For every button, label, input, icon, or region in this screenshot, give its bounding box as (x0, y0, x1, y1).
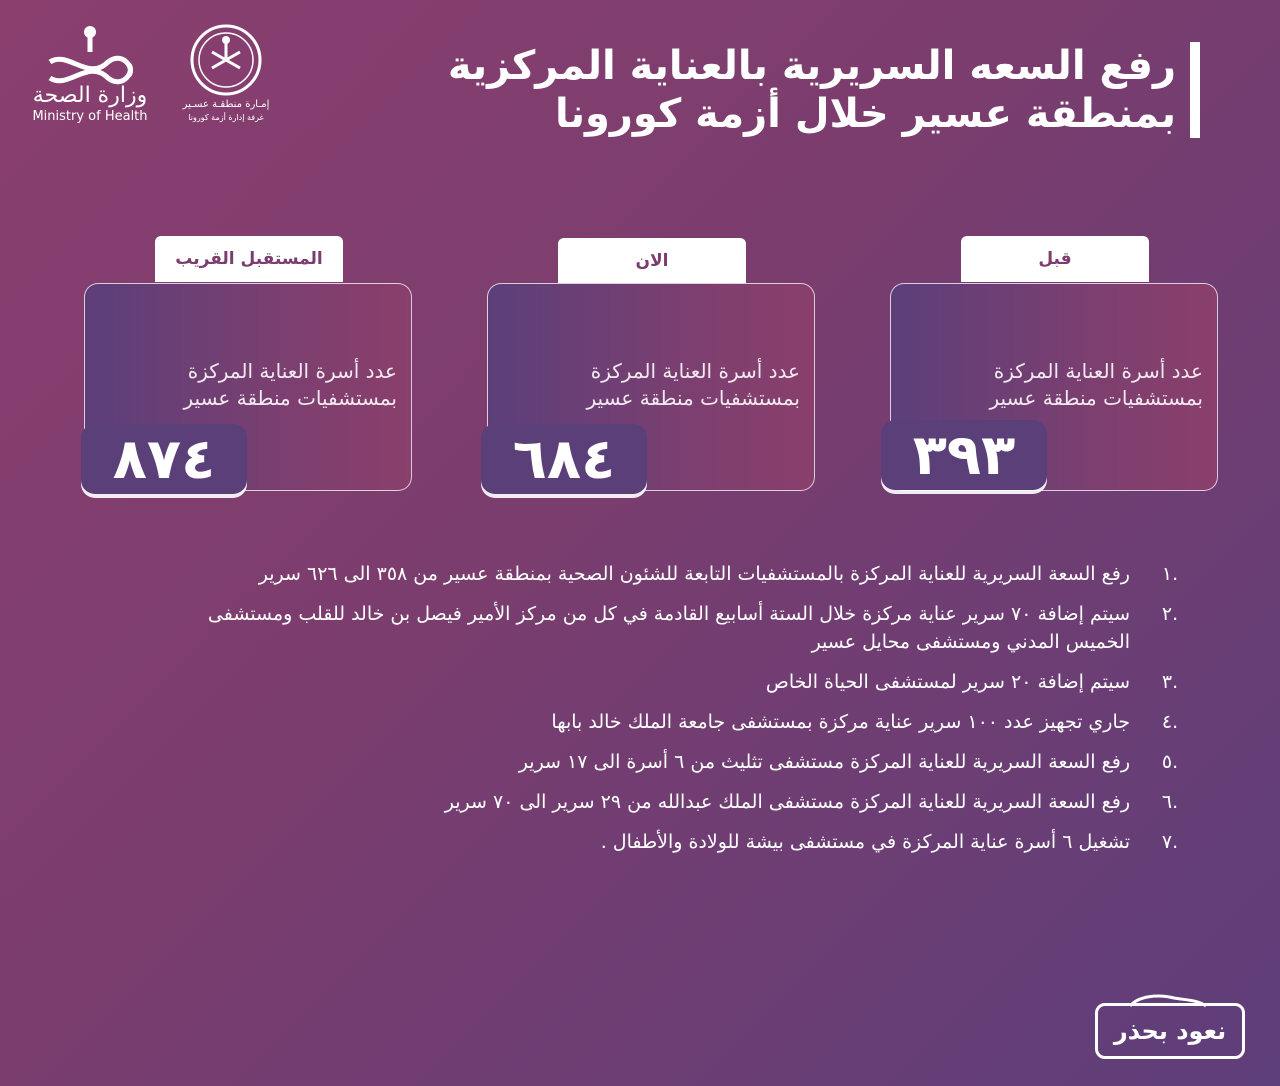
card-tab-before: قبل (961, 236, 1149, 282)
card-now-description: عدد أسرة العناية المركزة بمستشفيات منطقة عسير (586, 359, 800, 410)
logos-group (28, 22, 278, 132)
points-list (180, 560, 1179, 868)
list-item (180, 788, 1179, 816)
campaign-badge: نعود بحذر (1095, 1003, 1245, 1059)
list-item (180, 668, 1179, 696)
list-item-text: رفع السعة السريرية للعناية المركزة بالمستشفيات التابعة للشئون الصحية بمنطقة عسير من ٣٥٨ الى ٦٢٦ سرير (258, 563, 1130, 585)
card-before-value: ٣٩٣ (881, 420, 1047, 490)
list-item-text: تشغيل ٦ أسرة عناية المركزة في مستشفى بيشة للولادة والأطفال . (600, 831, 1130, 853)
list-item-text: رفع السعة السريرية للعناية المركزة مستشفى تثليث من ٦ أسرة الى ١٧ سرير (518, 751, 1130, 773)
title-line-1: رفع السعه السريرية بالعناية المركزية (447, 43, 1176, 89)
list-item (180, 600, 1179, 656)
title-accent-bar (1190, 42, 1200, 138)
moh-arabic: وزارة الصحة (32, 83, 148, 108)
list-item-number: .٤ (1161, 711, 1179, 733)
title-block (448, 42, 1200, 138)
card-near-future-description: عدد أسرة العناية المركزة بمستشفيات منطقة عسير (183, 359, 397, 410)
emirate-subtext: غرفة إدارة أزمة كورونا (188, 113, 264, 122)
card-tab-now: الان (558, 238, 746, 284)
list-item-text: سيتم إضافة ٢٠ سرير لمستشفى الحياة الخاص (765, 671, 1130, 693)
list-item (180, 560, 1179, 588)
list-item-number: .٧ (1161, 831, 1179, 853)
card-near-future-value: ٨٧٤ (81, 424, 247, 494)
card-now-value: ٦٨٤ (481, 424, 647, 494)
page-title (448, 42, 1176, 138)
title-line-2: بمنطقة عسير خلال أزمة كورونا (554, 91, 1176, 137)
emirate-seal-logo (192, 26, 260, 94)
card-before-description: عدد أسرة العناية المركزة بمستشفيات منطقة عسير (989, 359, 1203, 410)
list-item (180, 708, 1179, 736)
list-item (180, 828, 1179, 856)
list-item-number: .٥ (1161, 751, 1179, 773)
emirate-text: إمـارة منطقـة عسـير (182, 99, 270, 110)
list-item-number: .١ (1161, 563, 1179, 585)
list-item (180, 748, 1179, 776)
moh-english: Ministry of Health (32, 109, 148, 124)
card-tab-near-future: المستقبل القريب (155, 236, 343, 282)
list-item-number: .٦ (1161, 791, 1179, 813)
list-item-number: .٣ (1161, 671, 1179, 693)
list-item-text: جاري تجهيز عدد ١٠٠ سرير عناية مركزة بمستشفى جامعة الملك خالد بابها (551, 711, 1130, 733)
ministry-of-health-logo (50, 26, 130, 82)
list-item-text: رفع السعة السريرية للعناية المركزة مستشفى الملك عبدالله من ٢٩ سرير الى ٧٠ سرير (444, 791, 1130, 813)
list-item-number: .٢ (1161, 603, 1179, 625)
list-item-text: سيتم إضافة ٧٠ سرير عناية مركزة خلال الستة أسابيع القادمة في كل من مركز الأمير فيصل بن خالد للقلب ومستشفى الخميس المدني ومستشفى محايل عسير (207, 603, 1130, 653)
